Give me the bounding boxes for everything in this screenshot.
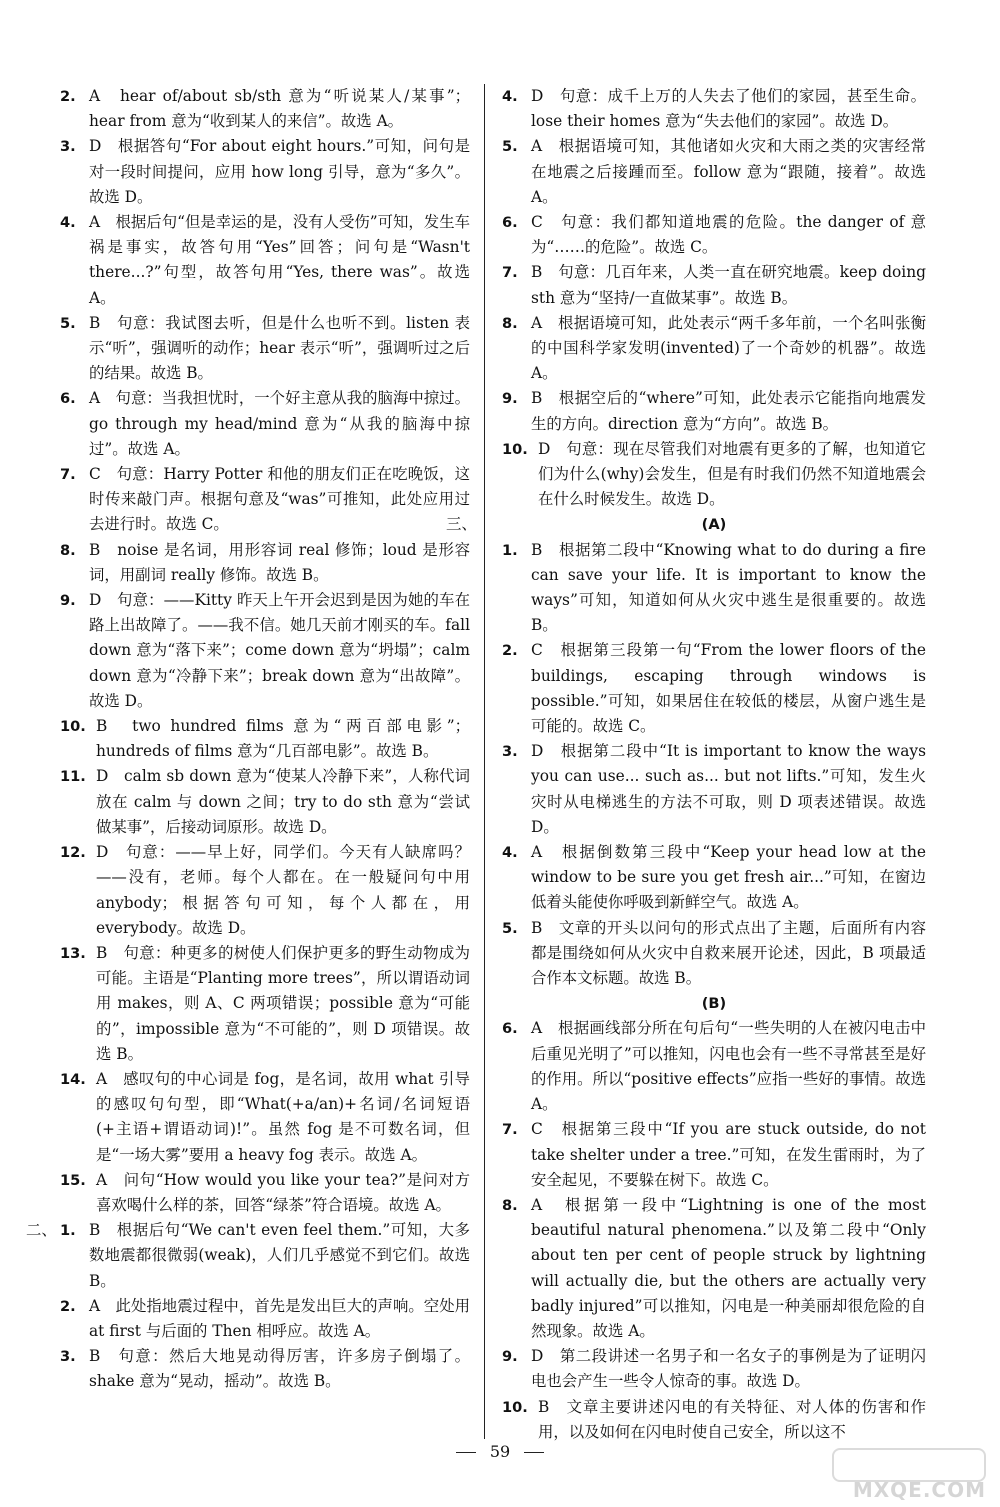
answer-item — [502, 437, 926, 513]
answer-number: 6. — [502, 214, 518, 232]
answer-number: 9. — [502, 390, 518, 408]
answer-item — [502, 386, 926, 436]
answer-number: 5. — [60, 314, 76, 332]
answer-explanation: A hear of/about sb/sth 意为“听说某人/某事”；hear from 意为“收到某人的来信”。故选 A。 — [89, 87, 470, 131]
answer-explanation: B 句意：种更多的树使人们保护更多的野生动物成为可能。主语是“Planting more trees”，所以谓语动词用 makes，则 A、C 两项错误；possible 意为“可能的”，impossible 意为“不可能的”，则 D 项错误。故选 B。 — [96, 943, 470, 1063]
answer-item — [502, 134, 926, 210]
answer-explanation: A 句意：当我担忧时，一个好主意从我的脑海中掠过。go through my head/mind 意为“从我的脑海中掠过”。故选 A。 — [89, 389, 470, 458]
answer-number: 7. — [502, 1121, 518, 1139]
answer-item — [60, 588, 470, 714]
answer-explanation: D 句意：——Kitty 昨天上午开会迟到是因为她的车在路上出故障了。——我不信。她几天前才刚买的车。fall down 意为“落下来”；come down 意为“坍塌”；calm down 意为“冷静下来”；break down 意为“出故障”。故选 D。 — [89, 591, 470, 710]
answer-number: 7. — [502, 264, 518, 282]
answer-explanation: B 文章主要讲述闪电的有关特征、对人体的伤害和作用，以及如何在闪电时使自己安全，所以这不 — [538, 1397, 926, 1441]
answer-explanation: A 根据倒数第三段中“Keep your head low at the window to be sure you get fresh air...”可知，在窗边低着头能使你呼吸到新鲜空气。故选 A。 — [531, 843, 926, 912]
answer-number: 11. — [60, 768, 86, 786]
footer-dash-left — [456, 1452, 476, 1453]
answer-number: 5. — [502, 919, 518, 937]
answer-number: 3. — [502, 743, 518, 761]
watermark-text: MXQE.COM — [852, 1478, 986, 1502]
answer-item — [60, 714, 470, 764]
answer-item — [60, 386, 470, 462]
answer-explanation: C 句意：我们都知道地震的危险。the danger of 意为“……的危险”。故选 C。 — [531, 213, 926, 257]
answer-number: 3. — [60, 1348, 76, 1366]
answer-number: 2. — [60, 88, 76, 105]
answer-explanation: D 句意：现在尽管我们对地震有更多的了解，也知道它们为什么(why)会发生，但是有时我们仍然不知道地震会在什么时候发生。故选 D。 — [538, 439, 926, 509]
section-two-mark: 二、 — [26, 1221, 57, 1240]
answer-explanation: B 文章的开头以问句的形式点出了主题，后面所有内容都是围绕如何从火灾中自救来展开论述，因此，B 项最适合作本文标题。故选 B。 — [531, 918, 926, 988]
answer-number: 15. — [60, 1171, 86, 1189]
answer-number: 10. — [502, 440, 528, 458]
answer-number: 4. — [502, 88, 518, 105]
answer-item — [502, 1193, 926, 1344]
answer-item — [502, 840, 926, 916]
answer-explanation: C 根据第三段第一句“From the lower floors of the buildings, escaping through windows is possible.”可知，如果居住在较低的楼层，从窗户逃生是可能的。故选 C。 — [531, 641, 926, 736]
answer-number: 3. — [60, 138, 76, 156]
answer-explanation: D 句意：——早上好，同学们。今天有人缺席吗？——没有，老师。每个人都在。在一般疑问句中用 anybody；根据答句可知，每个人都在，用 everybody。故选 D。 — [96, 843, 470, 937]
answer-explanation: A 问句“How would you like your tea?”是问对方喜欢喝什么样的茶，回答“绿茶”符合语境。故选 A。 — [96, 1170, 470, 1214]
answer-item — [60, 840, 470, 941]
section-three-mark: 三、 — [446, 515, 477, 534]
answer-item — [60, 84, 470, 134]
answer-number: 1. — [502, 541, 518, 559]
answer-item — [502, 638, 926, 739]
answer-number: 4. — [60, 214, 76, 232]
answer-number: 6. — [502, 1020, 518, 1038]
answer-item — [60, 1168, 470, 1218]
answer-number: 2. — [60, 1297, 76, 1315]
answer-explanation: B 句意：然后大地晃动得厉害，许多房子倒塌了。shake 意为“晃动，摇动”。故选 B。 — [89, 1347, 470, 1391]
left-column — [26, 84, 470, 1395]
answer-explanation: B 根据空后的“where”可知，此处表示它能指向地震发生的方向。direction 意为“方向”。故选 B。 — [531, 389, 926, 433]
answer-number: 13. — [60, 944, 86, 962]
answer-item — [60, 764, 470, 840]
answer-item — [502, 311, 926, 387]
answer-explanation: A 根据画线部分所在句后句“一些失明的人在被闪电击中后重见光明了”可以推知，闪电也会有一些不寻常甚至是好的作用。所以“positive effects”应指一些好的事情。故选 A。 — [531, 1019, 926, 1114]
answer-item — [502, 1395, 926, 1445]
answer-number: 9. — [60, 592, 76, 610]
answer-item — [502, 1016, 926, 1117]
answer-explanation: B noise 是名词，用形容词 real 修饰；loud 是形容词，用副词 really 修饰。故选 B。 — [89, 540, 470, 584]
answer-number: 10. — [502, 1398, 528, 1416]
answer-explanation: B 句意：我试图去听，但是什么也听不到。listen 表示“听”，强调听的动作；hear 表示“听”，强调听过之后的结果。故选 B。 — [89, 313, 470, 383]
answer-explanation: A 根据后句“但是幸运的是，没有人受伤”可知，发生车祸是事实，故答句用“Yes”回答；问句是“Wasn't there...?”句型，故答句用“Yes, there was”。故选 A。 — [89, 213, 470, 307]
answer-item — [60, 538, 470, 588]
passage-a-heading: (A) — [701, 516, 727, 534]
answer-number: 1. — [60, 1222, 76, 1240]
answer-explanation: D 句意：成千上万的人失去了他们的家园，甚至生命。lose their homes 意为“失去他们的家园”。故选 D。 — [531, 87, 926, 131]
section-three-row — [446, 512, 926, 537]
answer-explanation: B 句意：几百年来，人类一直在研究地震。keep doing sth 意为“坚持/一直做某事”。故选 B。 — [531, 263, 926, 307]
answer-item — [502, 210, 926, 260]
answer-item — [502, 260, 926, 310]
answer-item — [502, 739, 926, 840]
answer-item — [60, 210, 470, 311]
answer-number: 2. — [502, 642, 518, 660]
answer-explanation: B 根据第二段中“Knowing what to do during a fire can save your life. It is important to know the ways”可知，知道如何从火灾中逃生是很重要的。故选 B。 — [531, 540, 926, 635]
answer-explanation: D 第二段讲述一名男子和一名女子的事例是为了证明闪电也会产生一些令人惊奇的事。故选 D。 — [531, 1347, 926, 1391]
answer-item — [60, 1218, 470, 1294]
answer-item — [502, 1117, 926, 1193]
answer-item — [502, 1344, 926, 1394]
column-divider — [484, 84, 485, 1439]
answer-item — [60, 134, 470, 210]
answer-item — [60, 1344, 470, 1394]
answer-item — [60, 311, 470, 387]
footer-dash-right — [524, 1452, 544, 1453]
answer-item — [502, 916, 926, 992]
answer-explanation: A 根据语境可知，其他诸如火灾和大雨之类的灾害经常在地震之后接踵而至。follow 意为“跟随，接着”。故选 A。 — [531, 137, 926, 206]
answer-explanation: C 根据第三段中“If you are stuck outside, do not take shelter under a tree.”可知，在发生雷雨时，为了安全起见，不要躲在树下。故选 C。 — [531, 1120, 926, 1189]
answer-number: 8. — [60, 541, 76, 559]
answer-item — [60, 1067, 470, 1168]
watermark-logo — [790, 1448, 990, 1502]
answer-explanation: D 根据第二段中“It is important to know the ways you can use... such as... but not lifts.”可知，发生火灾时从电梯逃生的方法不可取，则 D 项表述错误。故选 D。 — [531, 742, 926, 836]
answer-number: 9. — [502, 1348, 518, 1366]
answer-number: 8. — [502, 314, 518, 332]
answer-explanation: C 句意：Harry Potter 和他的朋友们正在吃晚饭，这时传来敲门声。根据句意及“was”可推知，此处应用过去进行时。故选 C。 — [89, 465, 470, 534]
answer-number: 5. — [502, 138, 518, 156]
page-number: 59 — [489, 1442, 511, 1461]
answer-explanation: A 此处指地震过程中，首先是发出巨大的声响。空处用 at first 与后面的 Then 相呼应。故选 A。 — [89, 1296, 470, 1340]
answer-explanation: D calm sb down 意为“使某人冷静下来”，人称代词放在 calm 与 down 之间；try to do sth 意为“尝试做某事”，后接动词原形。故选 D。 — [96, 767, 470, 836]
answer-number: 10. — [60, 718, 86, 736]
answer-number: 8. — [502, 1196, 518, 1214]
answer-explanation: A 根据语境可知，此处表示“两千多年前，一个名叫张衡的中国科学家发明(invented)了一个奇妙的机器”。故选 A。 — [531, 313, 926, 383]
right-column — [446, 84, 926, 1445]
answer-item — [60, 941, 470, 1067]
answer-explanation: B 根据后句“We can't even feel them.”可知，大多数地震都很微弱(weak)，人们几乎感觉不到它们。故选 B。 — [89, 1221, 470, 1290]
answer-explanation: A 根据第一段中“Lightning is one of the most beautiful natural phenomena.”以及第二段中“Only about ten per cent of people struck by lightning will actually die, but the others are actually very badly injured”可以推知，闪电是一种美丽却很危险的自然现象。故选 A。 — [531, 1195, 926, 1340]
answer-item — [502, 538, 926, 639]
answer-item — [502, 84, 926, 134]
answer-number: 6. — [60, 390, 76, 408]
answer-item — [60, 462, 470, 538]
answer-explanation: A 感叹句的中心词是 fog，是名词，故用 what 引导的感叹句句型，即“What(+a/an)+名词/名词短语(+主语+谓语动词)!”。虽然 fog 是不可数名词，但是“一场大雾”要用 a heavy fog 表示。故选 A。 — [96, 1069, 470, 1164]
answer-number: 4. — [502, 844, 518, 862]
answer-number: 12. — [60, 844, 86, 862]
watermark-badge-icon — [832, 1448, 986, 1482]
answer-explanation: D 根据答句“For about eight hours.”可知，问句是对一段时间提问，应用 how long 引导，意为“多久”。故选 D。 — [89, 137, 470, 206]
answer-explanation: B two hundred films 意为“两百部电影”；hundreds of films 意为“几百部电影”。故选 B。 — [96, 717, 470, 761]
answer-item — [60, 1294, 470, 1344]
answer-number: 14. — [60, 1070, 86, 1088]
passage-b-heading: (B) — [701, 995, 727, 1013]
answer-number: 7. — [60, 466, 76, 484]
